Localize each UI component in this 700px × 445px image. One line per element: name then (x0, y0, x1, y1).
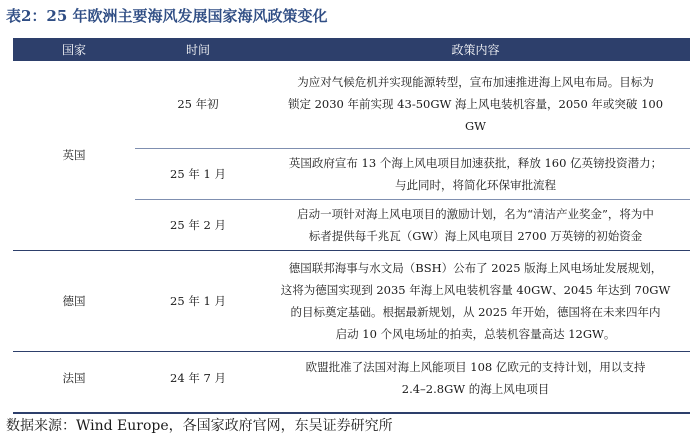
table-title: 表2：25 年欧洲主要海风发展国家海风政策变化 (6, 7, 328, 25)
content-cell (261, 199, 690, 250)
content-line: 与此同时，将简化环保审批流程 (395, 177, 556, 192)
time-cell: 25 年 2 月 (135, 199, 261, 250)
header-time: 时间 (135, 38, 261, 61)
content-line: 2.4–2.8GW 的海上风电项目 (401, 382, 550, 396)
header-content: 政策内容 (261, 38, 690, 61)
content-cell (261, 61, 690, 148)
time-cell: 25 年初 (177, 97, 219, 112)
source-note: 数据来源：Wind Europe，各国家政府官网，东吴证券研究所 (6, 418, 393, 434)
content-line: 欧盟批准了法国对海上风能项目 108 亿欧元的支持计划，用以支持 (305, 360, 646, 374)
country-cell: 英国 (62, 148, 86, 163)
content-cell (261, 251, 690, 352)
content-line: 启动一项针对海上风电项目的激励计划，名为“清洁产业奖金”，将为中 (297, 206, 654, 221)
content-line: 英国政府宣布 13 个海上风电项目加速获批，释放 160 亿英镑投资潜力； (288, 155, 663, 170)
content-line: 这将为德国实现到 2035 年海上风电装机容量 40GW、2045 年达到 70GW (280, 282, 671, 297)
content-line: GW (464, 119, 486, 134)
table-row-de (13, 251, 690, 352)
country-cell: 法国 (62, 371, 86, 385)
content-line: 锁定 2030 年前实现 43-50GW 海上风电装机容量，2050 年或突破 100 (287, 97, 664, 112)
content-cell (261, 352, 690, 404)
table-row-uk-1 (13, 61, 690, 148)
content-line: 启动 10 个风电场址的拍卖，总装机容量高达 12GW。 (335, 326, 616, 341)
time-cell: 24 年 7 月 (170, 371, 226, 385)
content-cell (261, 148, 690, 199)
content-line: 为应对气候危机并实现能源转型，宣布加速推进海上风电布局。目标为 (297, 75, 654, 90)
table-row-fr (13, 352, 690, 404)
table-header-row (13, 38, 690, 61)
time-cell: 25 年 1 月 (170, 293, 226, 308)
content-line: 的目标奠定基础。根据最新规划，从 2025 年开始，德国将在未来四年内 (290, 304, 661, 319)
header-country: 国家 (13, 38, 135, 61)
time-cell: 25 年 1 月 (135, 148, 261, 199)
policy-table (13, 38, 690, 404)
content-line: 标者提供每千兆瓦（GW）海上风电项目 2700 万英镑的初始资金 (308, 228, 643, 243)
country-cell: 德国 (62, 293, 86, 308)
content-line: 德国联邦海事与水文局（BSH）公布了 2025 版海上风电场址发展规划， (288, 260, 663, 275)
